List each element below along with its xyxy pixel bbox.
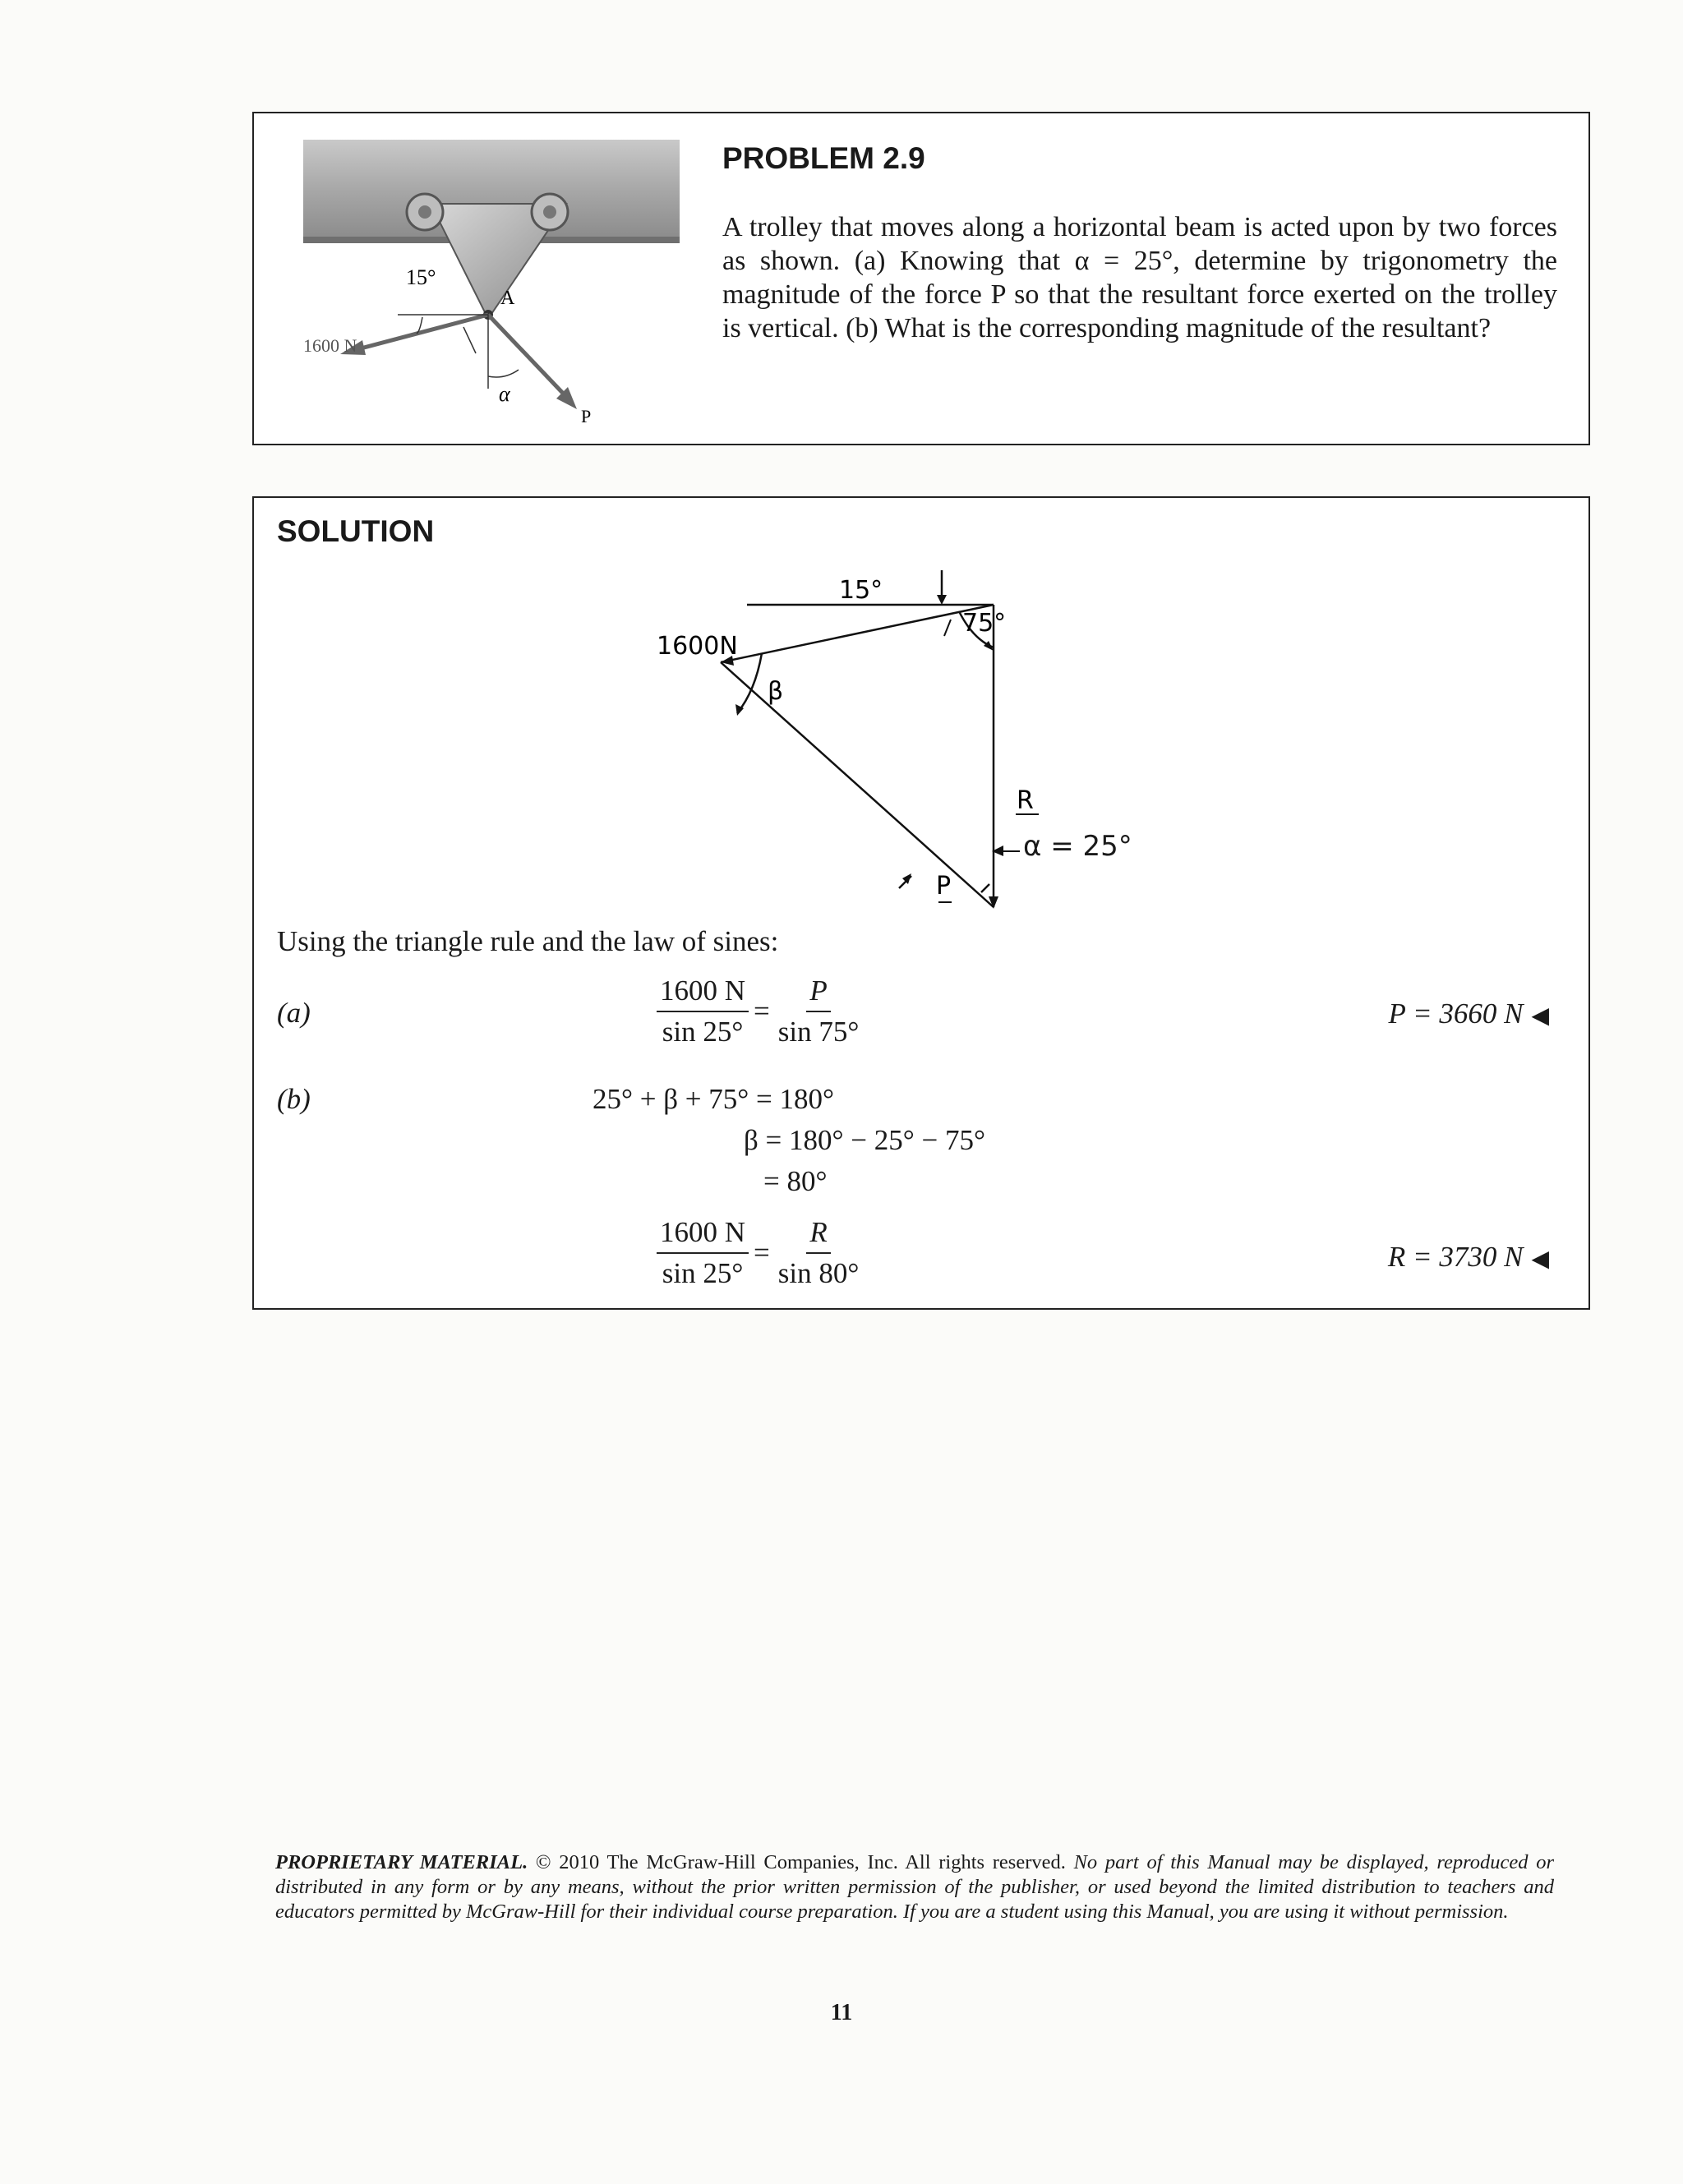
solution-title: SOLUTION [277,514,435,548]
diagram-p-label: P [936,872,952,901]
part-b-label: (b) [277,1083,311,1115]
part-a-label: (a) [277,997,311,1029]
diagram-angle-75: 75° [962,609,1007,638]
diagram-alpha-label: α = 25° [1023,830,1132,863]
part-b-answer-text: R = 3730 N [1387,1241,1524,1273]
part-b-eq2: β = 180° − 25° − 75° [744,1124,986,1156]
part-b-eq1: 25° + β + 75° = 180° [593,1083,835,1115]
part-b-den2: sin 80° [777,1257,860,1289]
answer-marker-icon: ◀ [1531,1003,1549,1029]
part-b-answer [1388,1241,1549,1274]
diagram-beta-label: β [768,677,784,706]
force-1600-arrow [340,315,488,355]
footer-copyright: © 2010 The McGraw-Hill Companies, Inc. All rights reserved. [528,1851,1074,1873]
p-angle-arc [981,884,989,892]
part-a-num2: P [806,975,830,1012]
footer-label: PROPRIETARY MATERIAL. [275,1851,528,1873]
part-b-num2: R [806,1216,830,1254]
part-b-equals: = [754,1237,770,1269]
part-b-equation [657,1216,862,1290]
solution-box [252,496,1590,1310]
problem-title: PROBLEM 2.9 [722,141,925,175]
figure-p-label: P [581,406,592,426]
part-a-answer [1388,998,1549,1030]
figure-angle-label: 15° [406,265,436,289]
trolley-plate [407,194,568,320]
trolley-figure [254,113,714,442]
problem-statement: A trolley that moves along a horizontal beam is acted upon by two forces as shown. (a) Knowing that α = 25°, determine by trigonometry the magnitude of the force P so that the resultant force exerted on the trolley is vertical. (b) What is the corresponding magnitude of the resultant? [722,212,1557,343]
part-b-eq3: = 80° [763,1165,828,1197]
force-p-line [721,662,994,907]
part-a-answer-text: P = 3660 N [1388,998,1524,1030]
figure-point-label: A [500,288,515,309]
figure-alpha-label: α [499,382,510,406]
part-a-num1: 1600 N [657,975,749,1012]
diagram-angle-15: 15° [839,576,883,605]
part-a-equals: = [754,995,770,1027]
figure-force-label: 1600 N [303,335,357,356]
part-b-num1: 1600 N [657,1216,749,1254]
answer-marker-icon: ◀ [1531,1246,1549,1272]
beta-arc [737,653,762,713]
part-a-den2: sin 75° [777,1016,860,1048]
diagram-force-label: 1600N [657,632,738,661]
part-b-den1: sin 25° [662,1257,744,1289]
page-number: 11 [830,2000,853,2025]
force-triangle-diagram [657,564,1043,909]
footer-permission: No part of this Manual may be displayed, reproduced or distributed in any form or by any means, without the prior written permission of the publisher, or used beyond the limited distribution to teachers and educators permitted by McGraw-Hill for their individual course preparation. If you are a student using this Manual, you are using it without permission. [275,1851,1554,1923]
part-a-den1: sin 25° [662,1016,744,1048]
solution-intro: Using the triangle rule and the law of sines: [277,925,779,957]
diagram-r-label: R [1017,786,1034,815]
part-a-equation [657,975,862,1048]
problem-box [252,112,1590,445]
copyright-notice [275,1850,1554,1924]
